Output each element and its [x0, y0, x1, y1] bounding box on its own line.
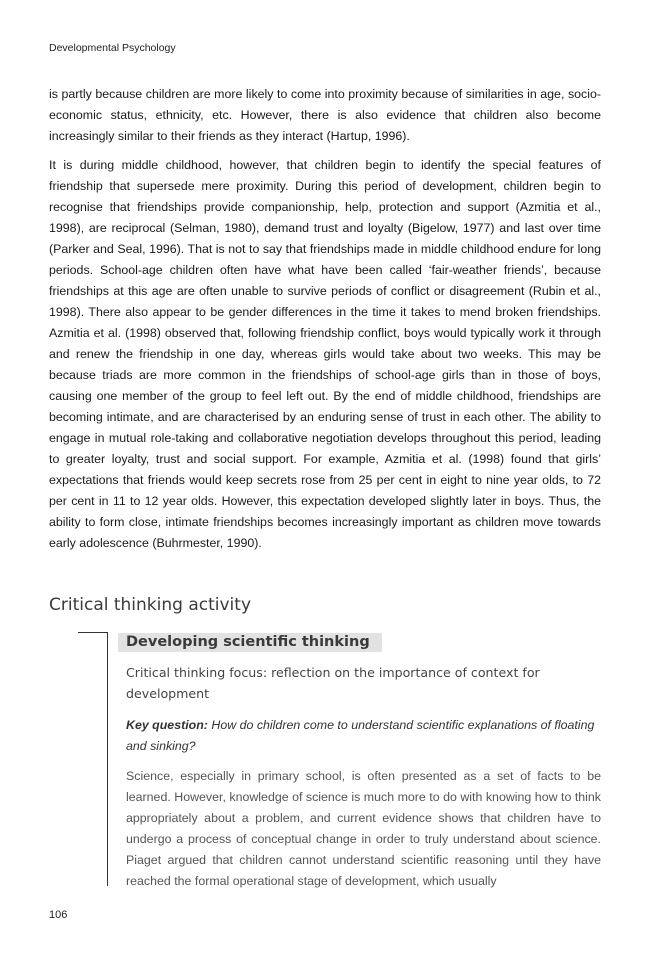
page-number: 106 — [49, 909, 68, 921]
section-heading: Critical thinking activity — [49, 595, 251, 615]
key-question-label: Key question: — [126, 718, 208, 732]
activity-rule-vertical — [107, 632, 108, 886]
activity-rule-horizontal — [78, 632, 107, 633]
running-head: Developmental Psychology — [49, 42, 176, 54]
key-question-text: How do children come to understand scientific explanations of floating and sinking? — [126, 718, 595, 753]
body-paragraph-1: is partly because children are more likely to come into proximity because of similarities in age, socio-economic status, ethnicity, etc. However, there is also evidence that children also become increasingly similar to their friends as they interact (Hartup, 1996). — [49, 87, 601, 143]
activity-focus: Critical thinking focus: reflection on the importance of context for development — [126, 665, 540, 701]
body-paragraph-2: It is during middle childhood, however, that children begin to identify the special features of friendship that supersede mere proximity. During this period of development, children begin to recognise that friendships provide companionship, help, protection and support (Azmitia et al., 1998), are reciprocal (Selman, 1980), demand trust and loyalty (Bigelow, 1977) and last over time (Parker and Seal, 1996). That is not to say that friendships made in middle childhood endure for long periods. School-age children often have what have been called ‘fair-weather friends’, because friendships at this age are often unable to survive periods of conflict or disagreement (Rubin et al., 1998). There also appear to be gender differences in the time it takes to mend broken friendships. Azmitia et al. (1998) observed that, following friendship conflict, boys would typically work it through and renew the friendship in one day, whereas girls would take about two weeks. This may be because triads are more common in the friendships of school-age girls than in those of boys, causing one member of the group to feel left out. By the end of middle childhood, friendships are becoming intimate, and are characterised by an enduring sense of trust in each other. The ability to engage in mutual role-taking and collaborative negotiation develops throughout this period, leading to greater loyalty, trust and social support. For example, Azmitia et al. (1998) found that girls’ expectations that friends would keep secrets rose from 25 per cent in eight to nine year olds, to 72 per cent in 11 to 12 year olds. However, this expectation developed slightly later in boys. Thus, the ability to form close, intimate friendships becomes increasingly important as children move towards early adolescence (Buhrmester, 1990). — [49, 158, 601, 550]
activity-body: Science, especially in primary school, is often presented as a set of facts to be learned. However, knowledge of science is much more to do with knowing how to think appropriately about a problem, and current evidence shows that children have to undergo a process of conceptual change in order to truly understand about science. Piaget argued that children cannot understand scientific reasoning until they have reached the formal operational stage of development, which usually — [126, 769, 601, 888]
key-question — [126, 715, 601, 757]
activity-title: Developing scientific thinking — [126, 634, 370, 650]
